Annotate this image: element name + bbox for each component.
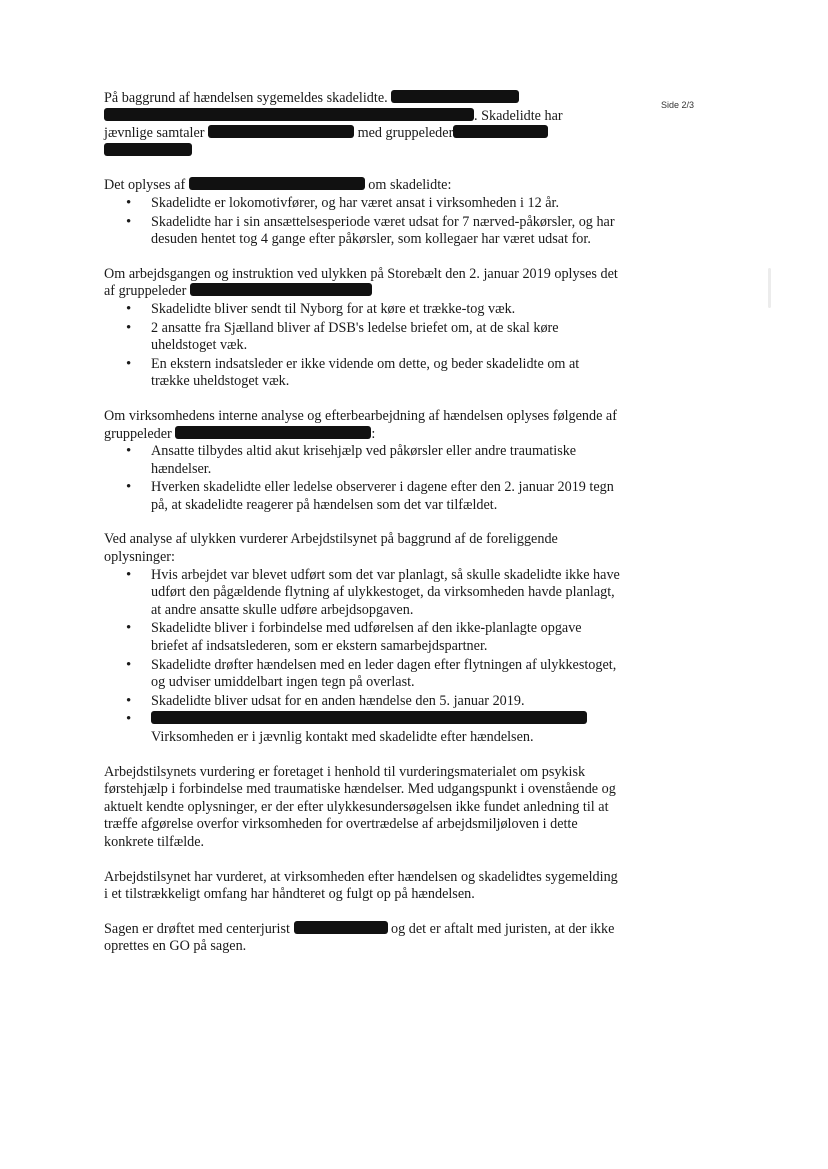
paragraph-assessment (104, 531, 620, 746)
text: På baggrund af hændelsen sygemeldes skadelidte. (104, 90, 388, 106)
scan-smudge (768, 268, 771, 308)
text: Virksomheden er i jævnlig kontakt med skadelidte efter hændelsen. (151, 729, 534, 745)
text: jævnlige samtaler (104, 125, 205, 142)
redaction (151, 711, 587, 724)
text: Om virksomhedens interne analyse og efterbearbejdning af hændelsen oplyses følgende af gruppeleder (104, 407, 617, 442)
text: Det oplyses af (104, 177, 186, 194)
redaction (190, 283, 372, 296)
redaction (453, 125, 548, 138)
redaction (175, 426, 371, 439)
list-item: • Skadelidte bliver i forbindelse med udførelsen af den ikke-planlagte opgave briefet af indsatslederen, som er ekstern samarbejdspartner. (151, 620, 620, 655)
list-item: • Skadelidte bliver sendt til Nyborg for at køre et trække-tog væk. (151, 301, 620, 319)
text: Om arbejdsgangen og instruktion ved ulykken på Storebælt den 2. januar 2019 oplyses det af gruppeleder (104, 265, 618, 300)
paragraph-legal (104, 921, 620, 956)
redaction (189, 177, 365, 190)
redaction (208, 125, 354, 138)
text: . Skadelidte har (474, 107, 563, 124)
list-item: • Skadelidte har i sin ansættelsesperiode været udsat for 7 nærved-påkørsler, og har desuden hentet tog 4 gange efter påkørsler, som kollegaer har været udsat for. (151, 214, 620, 249)
bullet-list (104, 301, 620, 391)
paragraph-work-procedure (104, 266, 620, 391)
redaction (104, 143, 192, 156)
list-item: • Skadelidte drøfter hændelsen med en leder dagen efter flytningen af ulykkestoget, og udviser umiddelbart ingen tegn på overlast. (151, 657, 620, 692)
page-number: Side 2/3 (661, 100, 695, 110)
redaction (104, 108, 474, 121)
paragraph-conclusion: Arbejdstilsynets vurdering er foretaget i henhold til vurderingsmaterialet om psykisk førstehjælp i forbindelse med traumatiske hændelser. Med udgangspunkt i ovenstående og aktuelt kendte oplysninger, er der efter ulykkesundersøgelsen ikke fundet anledning til at træffe afgørelse overfor virksomheden for overtrædelse af arbejdsmiljøloven i dette konkrete tilfælde. (104, 763, 616, 850)
bullet-list (104, 195, 620, 249)
paragraph-sick-leave (104, 90, 620, 160)
list-item: • Ansatte tilbydes altid akut krisehjælp ved påkørsler eller andre traumatiske hændelser. (151, 443, 620, 478)
paragraph-about-injured (104, 177, 620, 248)
list-item: • Hverken skadelidte eller ledelse observerer i dagene efter den 2. januar 2019 tegn på, at skadelidte reagerer på hændelsen som det var tilfældet. (151, 479, 620, 514)
list-item: • Skadelidte bliver udsat for en anden hændelse den 5. januar 2019. (151, 693, 620, 711)
bullet-list (104, 567, 620, 747)
bullet-list (104, 443, 620, 514)
list-item: • Skadelidte er lokomotivfører, og har været ansat i virksomheden i 12 år. (151, 195, 620, 213)
document-body (104, 90, 620, 973)
text: Ved analyse af ulykken vurderer Arbejdstilsynet på baggrund af de foreliggende oplysninger: (104, 531, 558, 566)
text: med gruppeleder (357, 125, 454, 142)
redaction (391, 90, 519, 103)
list-item: • Hvis arbejdet var blevet udført som det var planlagt, så skulle skadelidte ikke have udført den pågældende flytning af ulykkestoget, da virksomheden havde planlagt, at andre ansatte skulle udføre arbejdsopgaven. (151, 567, 620, 620)
list-item (151, 711, 620, 746)
text: : (371, 425, 376, 442)
list-item: • En ekstern indsatsleder er ikke vidende om dette, og beder skadelidte om at trække uheldstoget væk. (151, 356, 620, 391)
text: om skadelidte: (368, 177, 452, 194)
list-item: • 2 ansatte fra Sjælland bliver af DSB's ledelse briefet om, at de skal køre uheldstoget væk. (151, 320, 620, 355)
redaction (294, 921, 388, 934)
paragraph-follow-up: Arbejdstilsynet har vurderet, at virksomheden efter hændelsen og skadelidtes sygemelding i et tilstrækkeligt omfang har håndteret og fulgt op på hændelsen. (104, 868, 618, 903)
text: og det er aftalt med juristen, at der ikke oprettes en GO på sagen. (104, 920, 615, 955)
paragraph-internal-analysis (104, 408, 620, 515)
text: Sagen er drøftet med centerjurist (104, 920, 290, 937)
